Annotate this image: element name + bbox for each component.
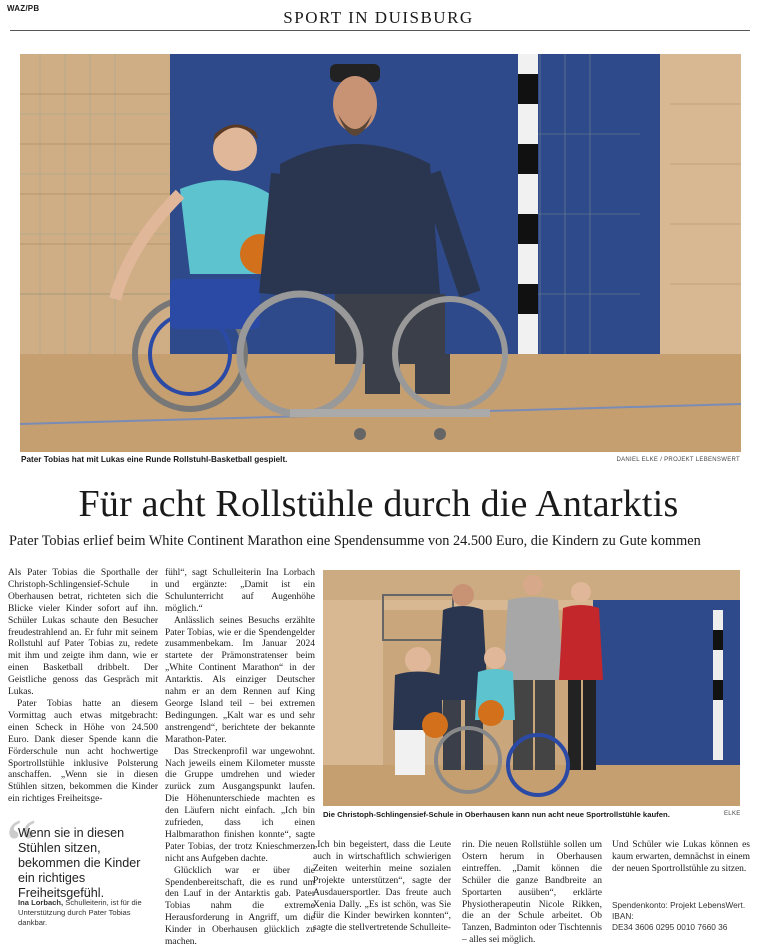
- pullquote-author: Ina Lorbach,: [18, 898, 64, 907]
- article-column-3: [313, 840, 451, 935]
- main-photo-illustration: [20, 54, 741, 452]
- paragraph: rin. Die neuen Rollstühle sollen um Ostern herum in Oberhausen eintreffen. „Damit können die Schüler die ganze Bandbreite an Sportarten ausüben“, erklärte Physiotherapeutin Nicole Rikken, die an der Schule arbeitet. Ob Tanzen, Badminton oder Tischtennis – alles sei möglich.: [462, 840, 602, 946]
- section-title: SPORT IN DUISBURG: [283, 8, 474, 27]
- article-column-2: [165, 568, 315, 949]
- paragraph: Und Schüler wie Lukas können es kaum erwarten, demnächst in einem der neuen Sportrollstühle zu sitzen.: [612, 840, 750, 874]
- pullquote-role: Schulleiterin, ist für die Unterstützung durch Pater Tobias dankbar.: [18, 898, 142, 927]
- header-rule: [10, 30, 750, 31]
- pullquote-attribution: [18, 898, 158, 928]
- main-photo-credit: DANIEL ELKE / PROJEKT LEBENSWERT: [616, 457, 740, 463]
- paragraph: Pater Tobias hatte an diesem Vormittag auch etwas mitgebracht: einen Scheck in Höhe von 24.500 Euro. Dank dieser Spende kann die Förderschule nun acht hochwertige Sportrollstühle inklusive Polsterung anschaffen. „Wenn sie in diesen Stühlen sitzen, bekommen die Kinder ein richtiges Freiheitsge-: [8, 698, 158, 805]
- group-photo-caption: Die Christoph-Schlingensief-Schule in Oberhausen kann nun acht neue Sportrollstühle kaufen.: [323, 810, 670, 819]
- paragraph: Anlässlich seines Besuchs erzählte Pater Tobias, wie er die Spendengelder zusammenbekam. Im Januar 2024 startete der Prämonstratenser beim „White Continent Marathon“ in der Antarktis. Als einziger Deutscher nahm er an dem Rennen auf King George Island teil – bei extremen Bedingungen. „Kalt war es und sehr anstrengend“, berichtete der bekannte Marathon-Pater.: [165, 615, 315, 745]
- headline: Für acht Rollstühle durch die Antarktis: [78, 483, 679, 525]
- main-photo: [20, 54, 741, 452]
- quote-mark-icon: “: [6, 806, 38, 883]
- group-photo-credit: ELKE: [724, 811, 741, 817]
- group-photo: [323, 570, 740, 806]
- main-photo-caption: Pater Tobias hat mit Lukas eine Runde Rollstuhl-Basketball gespielt.: [21, 455, 288, 464]
- donation-iban: DE34 3606 0295 0010 7660 36: [612, 922, 728, 932]
- donation-iban-label: IBAN:: [612, 911, 634, 921]
- paragraph: Als Pater Tobias die Sporthalle der Christoph-Schlingensief-Schule in Oberhausen betrat, richteten sich die Blicke vieler Kinder sofort auf ihn. Schüler Lukas schaute den Besucher freudestrahlend an. Er fuhr mit seinem Rollstuhl auf Pater Tobias zu, redete mit ihm und zeigte ihm dann, wie er einen Basketball dribbelt. Der Geistliche genoss das Gespräch mit Lukas.: [8, 568, 158, 698]
- masthead-brand: WAZ/PB: [7, 4, 40, 13]
- paragraph: Das Streckenprofil war ungewohnt. Nach jeweils einem Kilometer musste die Gruppe umdrehen und wieder zurück zum Ausgangspunkt laufen. Die Höhenunterschiede machten es den Läufern nicht einfach. „Ich bin zufrieden, dass ich einen Halbmarathon finishen konnte“, sagte Pater Tobias, der trotz Knieschmerzen nicht ans Aufgeben dachte.: [165, 746, 315, 864]
- article-column-5: [612, 840, 750, 876]
- subheadline: Pater Tobias erlief beim White Continent Marathon eine Spendensumme von 24.500 Euro, die Kindern zu Gute kommen: [9, 533, 701, 549]
- donation-info: [612, 900, 750, 933]
- donation-account: Spendenkonto: Projekt LebensWert.: [612, 900, 746, 910]
- pullquote-text: Wenn sie in diesen Stühlen sitzen, bekommen die Kinder ein richtiges Freiheitsgefühl.: [18, 826, 141, 900]
- article-column-4: [462, 840, 602, 947]
- group-photo-illustration: [323, 570, 740, 806]
- paragraph: „Ich bin begeistert, dass die Leute auch in wirtschaftlich schwierigen Zeiten weiterhin meine sozialen Projekte unterstützen“, sagte der Ausdauersportler. Das freute auch Xenia Dally. „Es ist schön, was Sie für die Kinder bewirken konnten“, sagte die stellvertretende Schulleite-: [313, 840, 451, 934]
- paragraph: Glücklich war er über die Spendenbereitschaft, die es rund um den Lauf in der Antarktis gab. Pater Tobias nahm die extreme Herausforderung in Angriff, um die Kinder in Oberhausen glücklich zu machen.: [165, 865, 315, 948]
- paragraph: fühl“, sagt Schulleiterin Ina Lorbach und ergänzte: „Damit ist ein Schulunterricht auf Augenhöhe möglich.“: [165, 568, 315, 614]
- article-column-1: [8, 568, 158, 806]
